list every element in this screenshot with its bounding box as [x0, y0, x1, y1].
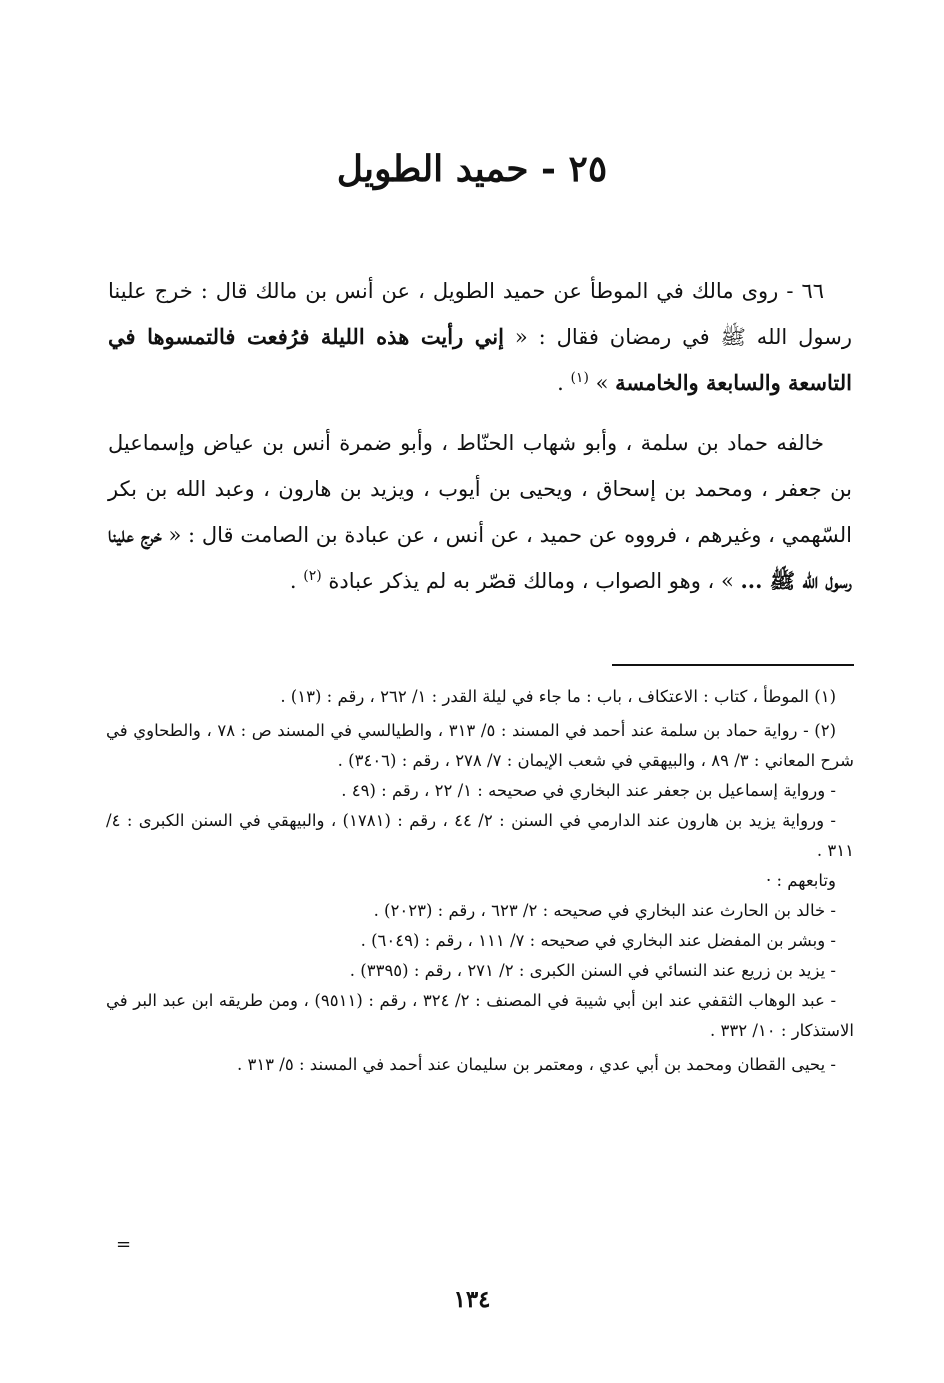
hadith-text: ٦٦ - روى مالك في الموطأ عن حميد الطويل ، عن أنس بن مالك قال : خرج علينا رسول الله ﷺ في رمضان فقال : «	[108, 279, 852, 349]
main-text	[108, 268, 852, 604]
discussion-text: خالفه حماد بن سلمة ، وأبو شهاب الحنّاط ، وأبو ضمرة أنس بن عياض وإسماعيل بن جعفر ، ومحمد بن إسحاق ، ويحيى بن أيوب ، ويزيد بن هارون ، وعبد الله بن بكر السّهمي ، وغيرهم ، فرووه عن حميد ، عن أنس ، عن عبادة بن الصامت قال : «	[108, 431, 852, 547]
hadith-paragraph	[108, 268, 852, 406]
footnote-ref-1[interactable]: (١)	[570, 370, 589, 386]
hadith-quote: إني رأيت هذه الليلة فرُفعت فالتمسوها في التاسعة والسابعة والخامسة	[108, 324, 852, 395]
footnote-line: - وبشر بن المفضل عند البخاري في صحيحه : ٧/ ١١١ ، رقم : (٦٠٤٩) .	[360, 931, 836, 950]
paragraph-end: .	[557, 371, 571, 395]
discussion-continuation: » ، وهو الصواب ، ومالك قصّر به لم يذكر عبادة	[321, 569, 741, 593]
footnote-line: - عبد الوهاب الثقفي عند ابن أبي شيبة في المصنف : ٢/ ٣٢٤ ، رقم : (٩٥١١) ، ومن طريقه ابن عبد البر في الاستذكار : ١٠/ ٣٣٢ .	[106, 991, 854, 1040]
paragraph-end: .	[289, 569, 304, 593]
footnotes	[106, 682, 854, 1080]
page-number: ١٣٤	[453, 1286, 491, 1313]
footnote-separator	[612, 664, 854, 666]
quote-close: »	[588, 371, 616, 395]
discussion-paragraph	[108, 420, 852, 604]
footnote-line: وتابعهم : ·	[765, 871, 836, 890]
continuation-mark: =	[116, 1234, 132, 1255]
discussion-quote: خرج علينا رسول الله ﷺ ...	[108, 522, 852, 593]
chapter-title: ٢٥ - حميد الطويل	[336, 148, 608, 190]
footnote-line: - ورواية إسماعيل بن جعفر عند البخاري في صحيحه : ١/ ٢٢ ، رقم : (٤٩ .	[341, 781, 836, 800]
footnote-line: - يزيد بن زريع عند النسائي في السنن الكبرى : ٢/ ٢٧١ ، رقم : (٣٣٩٥) .	[349, 961, 836, 980]
footnote-line: - يحيى القطان ومحمد بن أبي عدي ، ومعتمر بن سليمان عند أحمد في المسند : ٥/ ٣١٣ .	[236, 1055, 836, 1074]
footnote: (١) الموطأ ، كتاب : الاعتكاف ، باب : ما جاء في ليلة القدر : ١/ ٢٦٢ ، رقم : (١٣) .	[280, 687, 836, 706]
footnote-line: - خالد بن الحارث عند البخاري في صحيحه : ٢/ ٦٢٣ ، رقم : (٢٠٢٣) .	[373, 901, 836, 920]
footnote: (٢) - رواية حماد بن سلمة عند أحمد في المسند : ٥/ ٣١٣ ، والطيالسي في المسند ص : ٧٨ ، والطحاوي في شرح المعاني : ٣/ ٨٩ ، والبيهقي في شعب الإيمان : ٧/ ٢٧٨ ، رقم : (٣٤٠٦) .	[106, 721, 854, 770]
footnote-ref-2[interactable]: (٢)	[303, 568, 322, 584]
footnote-line: - ورواية يزيد بن هارون عند الدارمي في السنن : ٢/ ٤٤ ، رقم : (١٧٨١) ، والبيهقي في السنن الكبرى : ٤/ ٣١١ .	[106, 811, 854, 860]
